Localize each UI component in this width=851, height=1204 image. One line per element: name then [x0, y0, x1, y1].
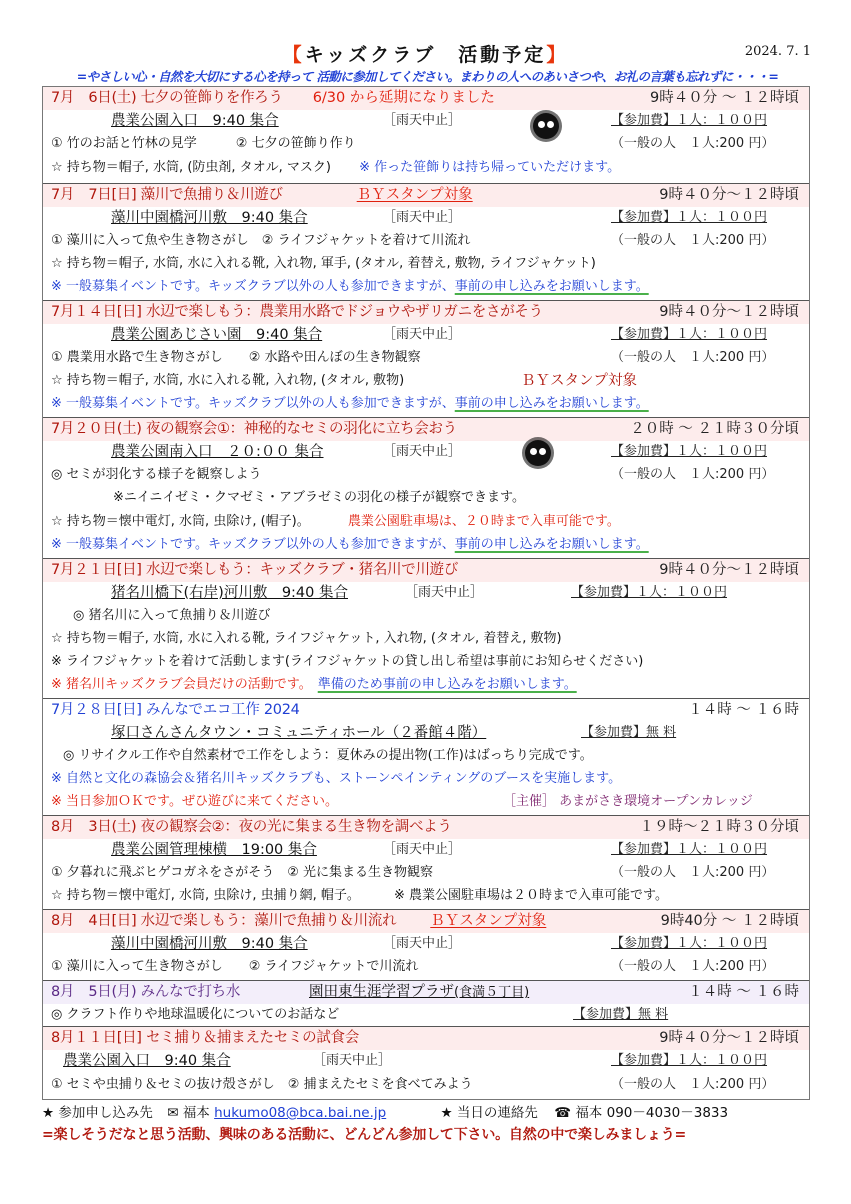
event-block — [43, 698, 809, 815]
event-activities: ◎ リサイクル工作や自然素材で工作をしよう：夏休みの提出物(工作)はばっちり完成です。 — [63, 748, 593, 763]
rain-note: ［雨天中止］ — [313, 1053, 392, 1068]
fee: 【参加費】１人：１００円 — [611, 327, 768, 342]
general-fee: （一般の人 １人:200 円） — [611, 1077, 775, 1092]
fee: 【参加費】無 料 — [573, 1007, 669, 1022]
fee: 【参加費】１人：１００円 — [571, 585, 728, 600]
event-activities: ① 農業用水路で生き物さがし ② 水路や田んぼの生き物観察 — [51, 350, 421, 365]
event-header: 7月 7日[日] 藻川で魚捕り＆川遊び ＢＹスタンプ対象 9時４０分～１２時頃 — [51, 187, 799, 203]
subtitle: =やさしい心・自然を大切にする心を持って 活動に参加してください。まわりの人へのあいさつや、お礼の言葉も忘れずに・・・= — [76, 69, 779, 84]
event-block — [43, 909, 809, 980]
event-extra-note: ※ニイニイゼミ・クマゼミ・アブラゼミの羽化の様子が観察できます。 — [113, 490, 525, 505]
fee: 【参加費】１人：１００円 — [611, 113, 768, 128]
event-block — [43, 1026, 809, 1099]
event-header: 7月１４日[日] 水辺で楽しもう：農業用水路でドジョウやザリガニをさがそう 9時４０分～１２時頃 — [51, 304, 799, 320]
event-extra-note: ※ ライフジャケットを着けて活動します(ライフジャケットの貸し出し希望は事前にお知らせください) — [51, 654, 644, 669]
event-activities: ① 竹のお話と竹林の見学 ② 七夕の笹飾り作り — [51, 136, 356, 151]
apply-note: 事前の申し込みをお願いします。 — [454, 396, 649, 411]
event-activities: ◎ セミが羽化する様子を観察しよう — [51, 467, 262, 482]
items-to-bring: ☆ 持ち物＝帽子, 水筒, 水に入れる靴, 入れ物, (タオル, 敷物) — [51, 373, 405, 388]
event-block — [43, 980, 809, 1026]
apply-note: 準備のため事前の申し込みをお願いします。 — [317, 677, 577, 692]
closing-message: =楽しそうだなと思う活動、興味のある活動に、どんどん参加して下さい。自然の中で楽しみましょう= — [42, 1127, 687, 1143]
fee: 【参加費】１人：１００円 — [611, 842, 768, 857]
general-fee: （一般の人 １人:200 円） — [611, 350, 775, 365]
general-fee: （一般の人 １人:200 円） — [611, 865, 775, 880]
event-location: 藻川中園橋河川敷 9:40 集合 — [111, 210, 308, 226]
event-activities: ◎ クラフト作りや地球温暖化についてのお話など — [51, 1007, 340, 1022]
event-header: 8月１１日[日] セミ捕り＆捕まえたセミの試食会 9時４０分～１２時頃 — [51, 1030, 799, 1046]
event-header: 7月 6日(土) 七夕の笹飾りを作ろう 6/30 から延期になりました 9時４０分 ～ １２時頃 — [51, 90, 799, 106]
by-stamp-badge: ＢＹスタンプ対象 — [356, 187, 473, 203]
event-location: 農業公園管理棟横 19:00 集合 — [111, 842, 317, 858]
event-activities: ① 藻川に入って生き物さがし ② ライフジャケットで川流れ — [51, 959, 419, 974]
rain-note: ［雨天中止］ — [383, 842, 462, 857]
public-note: ※ 一般募集イベントです。キッズクラブ以外の人も参加できますが、 — [51, 537, 455, 552]
event-location: 塚口さんさんタウン・コミュニティホール（２番館４階） — [111, 725, 487, 741]
general-fee: （一般の人 １人:200 円） — [611, 467, 775, 482]
public-note: ※ 一般募集イベントです。キッズクラブ以外の人も参加できますが、 — [51, 279, 455, 294]
rain-note: ［雨天中止］ — [383, 210, 462, 225]
fee: 【参加費】１人：１００円 — [611, 444, 768, 459]
rain-note: ［雨天中止］ — [405, 585, 484, 600]
items-to-bring: ☆ 持ち物＝懐中電灯, 水筒, 虫除け, (帽子)。 — [51, 514, 310, 529]
bring-note: ※ 作った笹飾りは持ち帰っていただけます。 — [359, 160, 621, 175]
event-list — [42, 86, 810, 1100]
apply-note: 事前の申し込みをお願いします。 — [454, 279, 649, 294]
event-location: 農業公園入口 9:40 集合 — [63, 1053, 231, 1069]
members-only-note: ※ 猪名川キッズクラブ会員だけの活動です。 — [51, 677, 312, 692]
event-location: 猪名川橋下(右岸)河川敷 9:40 集合 — [111, 585, 348, 601]
event-block — [43, 300, 809, 417]
fee: 【参加費】１人：１００円 — [611, 936, 768, 951]
rain-note: ［雨天中止］ — [383, 113, 462, 128]
event-activities: ① 藻川に入って魚や生き物さがし ② ライフジャケットを着けて川流れ — [51, 233, 471, 248]
general-fee: （一般の人 １人:200 円） — [611, 233, 775, 248]
event-activities: ① 夕暮れに飛ぶヒゲコガネをさがそう ② 光に集まる生き物観察 — [51, 865, 434, 880]
event-location: 農業公園入口 9:40 集合 — [111, 113, 279, 129]
fee: 【参加費】１人：１００円 — [611, 1053, 768, 1068]
issue-date: 2024. 7. 1 — [744, 44, 811, 59]
event-location: 藻川中園橋河川敷 9:40 集合 — [111, 936, 308, 952]
walk-in-note: ※ 当日参加ＯＫです。ぜひ遊びに来てください。 — [51, 794, 338, 809]
event-header: 8月 5日(月) みんなで打ち水 園田東生涯学習プラザ(食満５丁目) １４時 ～ １６時 — [51, 981, 801, 1003]
general-fee: （一般の人 １人:200 円） — [611, 136, 775, 151]
parking-note: 農業公園駐車場は、２０時まで入車可能です。 — [347, 514, 620, 529]
items-to-bring: ☆ 持ち物＝帽子, 水筒, 水に入れる靴, ライフジャケット, 入れ物, (タオル, 着替え, 敷物) — [51, 631, 562, 646]
items-to-bring: ☆ 持ち物＝懐中電灯, 水筒, 虫除け, 虫捕り網, 帽子。 — [51, 888, 360, 903]
event-block — [43, 558, 809, 698]
phone-icon: ☎ — [554, 1105, 572, 1121]
organizer: ［主催］ あまがさき環境オープンカレッジ — [503, 794, 753, 809]
general-fee: （一般の人 １人:200 円） — [611, 959, 775, 974]
rain-note: ［雨天中止］ — [383, 936, 462, 951]
parking-note: ※ 農業公園駐車場は２０時まで入車可能です。 — [394, 888, 668, 903]
rain-note: ［雨天中止］ — [383, 444, 462, 459]
contact-email-link[interactable]: hukumo08@bca.bai.ne.jp — [214, 1105, 387, 1121]
event-activities: ① セミや虫捕り＆セミの抜け殻さがし ② 捕まえたセミを食べてみよう — [51, 1077, 473, 1092]
apply-note: 事前の申し込みをお願いします。 — [454, 537, 649, 552]
event-header: 7月２８日[日] みんなでエコ工作 2024 １４時 ～ １６時 — [51, 702, 799, 718]
event-location: 農業公園あじさい園 9:40 集合 — [111, 327, 323, 343]
envelope-icon: ✉ — [167, 1105, 179, 1121]
event-location: 農業公園南入口 ２０:００ 集合 — [111, 444, 324, 460]
event-block — [43, 815, 809, 909]
items-to-bring: ☆ 持ち物＝帽子, 水筒, 水に入れる靴, 入れ物, 軍手, (タオル, 着替え, 敷物, ライフジャケット) — [51, 256, 596, 271]
contact-phone: 090－4030－3833 — [606, 1105, 729, 1121]
venue: 園田東生涯学習プラザ(食満５丁目) — [309, 984, 530, 1000]
event-block — [43, 183, 809, 300]
contact-line: ★ 参加申し込み先 ✉ 福本 hukumo08@bca.bai.ne.jp ★ 当日の連絡先 ☎ 福本 090－4030－3833 — [42, 1105, 729, 1121]
event-activities: ◎ 猪名川に入って魚捕り＆川遊び — [73, 608, 271, 623]
event-block — [43, 417, 809, 558]
booth-note: ※ 自然と文化の森協会＆猪名川キッズクラブも、ストーンペインティングのブースを実施します。 — [51, 771, 622, 786]
by-stamp-badge: ＢＹスタンプ対象 — [430, 913, 547, 929]
fee: 【参加費】１人：１００円 — [611, 210, 768, 225]
page-title: 【キッズクラブ 活動予定】 — [282, 44, 569, 66]
event-header: 7月２１日[日] 水辺で楽しもう：キッズクラブ・猪名川で川遊び 9時４０分～１２時頃 — [51, 562, 799, 578]
event-block — [43, 87, 809, 183]
items-to-bring: ☆ 持ち物＝帽子, 水筒, (防虫剤, タオル, マスク) — [51, 160, 331, 175]
event-header: 7月２０日(土) 夜の観察会①：神秘的なセミの羽化に立ち会おう ２０時 ～ ２１時３０分頃 — [51, 421, 799, 437]
rain-note: ［雨天中止］ — [383, 327, 462, 342]
event-header: 8月 4日[日] 水辺で楽しもう：藻川で魚捕り＆川流れ ＢＹスタンプ対象 9時40分 ～ １２時頃 — [51, 913, 799, 929]
fee: 【参加費】無 料 — [581, 725, 677, 740]
event-header: 8月 3日(土) 夜の観察会②：夜の光に集まる生き物を調べよう １９時～２１時３０分頃 — [51, 819, 799, 835]
public-note: ※ 一般募集イベントです。キッズクラブ以外の人も参加できますが、 — [51, 396, 455, 411]
by-stamp-badge: ＢＹスタンプ対象 — [521, 373, 637, 389]
